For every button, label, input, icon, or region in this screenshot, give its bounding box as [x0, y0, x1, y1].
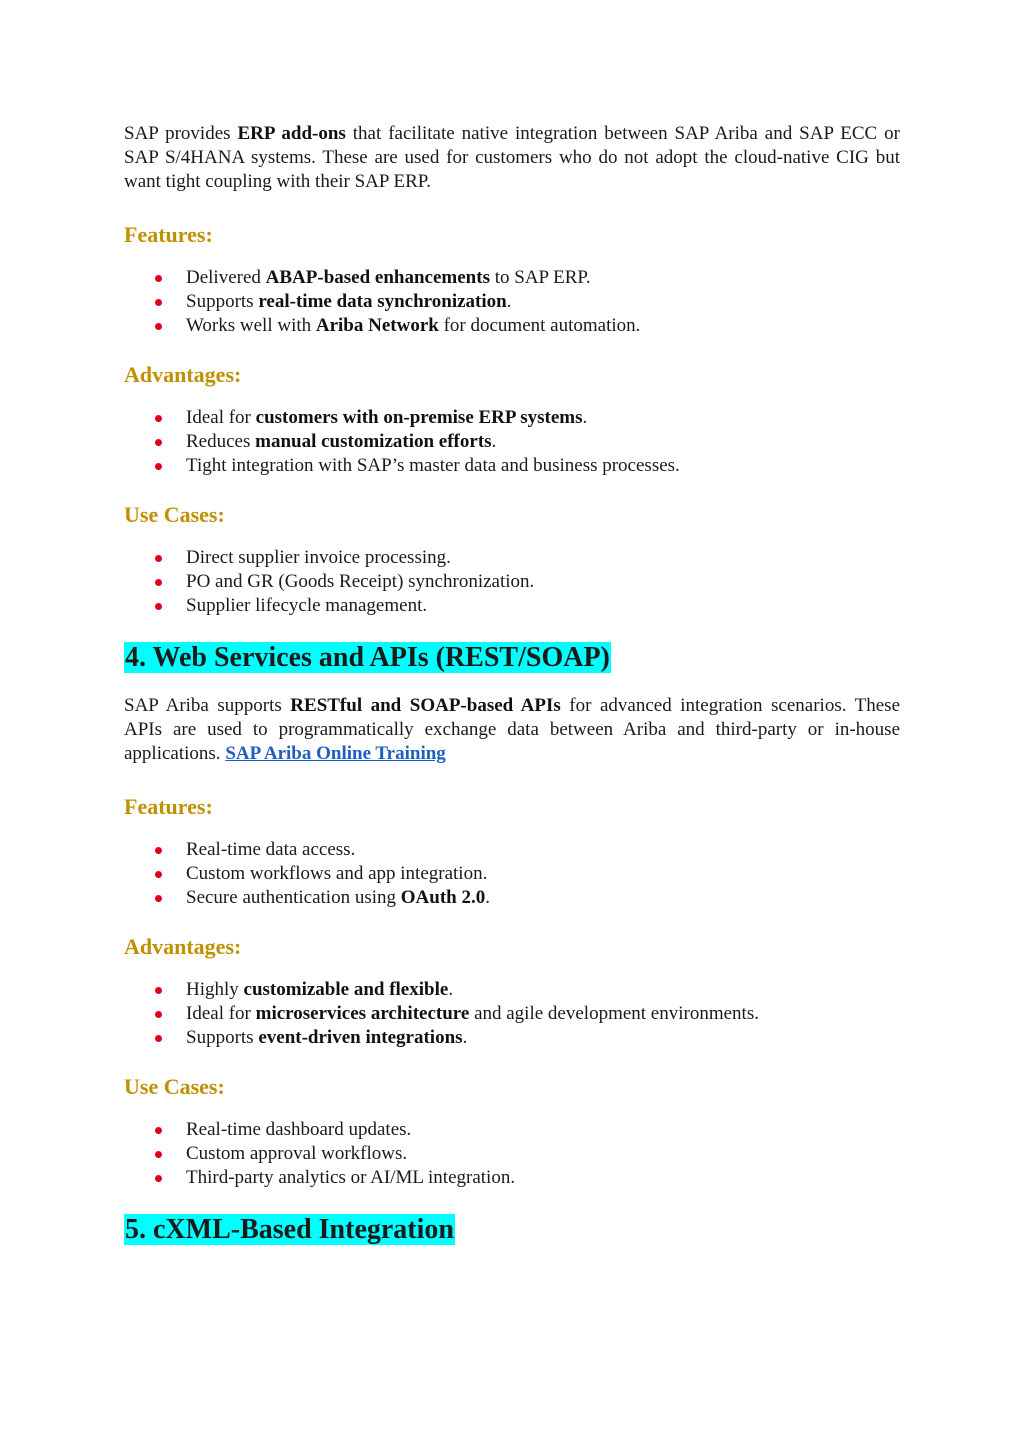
list-item	[124, 266, 900, 290]
item-text: for document automation.	[438, 315, 641, 336]
item-text: Third-party analytics or AI/ML integration.	[186, 1167, 516, 1188]
bullet-icon	[155, 463, 162, 470]
item-text: Real-time data access.	[186, 839, 356, 860]
list-item	[124, 546, 900, 570]
bullet-icon	[155, 555, 162, 562]
list-item	[124, 406, 900, 430]
item-bold: ABAP-based enhancements	[265, 267, 490, 288]
bullet-icon	[155, 275, 162, 282]
list-item	[124, 454, 900, 478]
list-item	[124, 886, 900, 910]
list-item	[124, 1002, 900, 1026]
item-text: Tight integration with SAP’s master data and business processes.	[186, 455, 680, 476]
bullet-icon	[155, 579, 162, 586]
bullet-icon	[155, 439, 162, 446]
item-bold: manual customization efforts	[255, 431, 492, 452]
s3-features-list	[124, 266, 900, 338]
intro-paragraph	[124, 122, 900, 194]
s4-paragraph	[124, 694, 900, 766]
item-text: Supports	[186, 291, 259, 312]
sap-ariba-training-link[interactable]: SAP Ariba Online Training	[225, 743, 446, 764]
item-text: Works well with	[186, 315, 316, 336]
item-text: Secure authentication using	[186, 887, 401, 908]
s3-use-cases-list	[124, 546, 900, 618]
bullet-icon	[155, 987, 162, 994]
list-item	[124, 838, 900, 862]
item-text: .	[485, 887, 490, 908]
item-text: and agile development environments.	[469, 1003, 759, 1024]
item-text: .	[462, 1027, 468, 1048]
item-text: Ideal for	[186, 407, 256, 428]
item-text: Custom approval workflows.	[186, 1143, 408, 1164]
bullet-icon	[155, 847, 162, 854]
s4-advantages-heading: Advantages:	[124, 934, 242, 959]
s4-advantages-list	[124, 978, 900, 1050]
bullet-icon	[155, 415, 162, 422]
list-item	[124, 570, 900, 594]
item-bold: event-driven integrations	[258, 1027, 463, 1048]
item-text: Custom workflows and app integration.	[186, 863, 488, 884]
s3-advantages-list	[124, 406, 900, 478]
item-text: Reduces	[186, 431, 256, 452]
page-content	[124, 122, 900, 1248]
bullet-icon	[155, 1151, 162, 1158]
list-item	[124, 1166, 900, 1190]
list-item	[124, 978, 900, 1002]
bullet-icon	[155, 871, 162, 878]
s4-use-cases-list	[124, 1118, 900, 1190]
list-item	[124, 594, 900, 618]
item-text: .	[506, 291, 512, 312]
item-text: Supplier lifecycle management.	[186, 595, 428, 616]
s4-use-cases-heading: Use Cases:	[124, 1074, 225, 1099]
section-4-title-text: 4. Web Services and APIs (REST/SOAP)	[125, 642, 610, 673]
item-text: Highly	[186, 979, 244, 1000]
item-bold: real-time data synchronization	[258, 291, 507, 312]
item-bold: OAuth 2.0	[400, 887, 486, 908]
s4-text-2: for advanced integration scenarios. These APIs are used to programmatically exchange data between Ariba and third-party or in-house applications.	[124, 695, 901, 764]
section-5-title	[124, 1212, 900, 1248]
bullet-icon	[155, 299, 162, 306]
list-item	[124, 1142, 900, 1166]
bullet-icon	[155, 323, 162, 330]
section-4-title	[124, 640, 900, 676]
s4-features-list	[124, 838, 900, 910]
list-item	[124, 314, 900, 338]
s4-features-heading: Features:	[124, 794, 213, 819]
item-text: .	[491, 431, 497, 452]
item-text: Delivered	[186, 267, 266, 288]
item-text: Supports	[186, 1027, 259, 1048]
item-text: Ideal for	[186, 1003, 256, 1024]
item-text: Real-time dashboard updates.	[186, 1119, 412, 1140]
list-item	[124, 862, 900, 886]
item-text: .	[582, 407, 588, 428]
item-text: PO and GR (Goods Receipt) synchronization.	[186, 571, 535, 592]
bullet-icon	[155, 1011, 162, 1018]
item-text: .	[448, 979, 454, 1000]
bullet-icon	[155, 1127, 162, 1134]
s3-features-heading: Features:	[124, 222, 213, 247]
section-5-title-text: 5. cXML-Based Integration	[125, 1214, 454, 1245]
s3-advantages-heading: Advantages:	[124, 362, 242, 387]
bullet-icon	[155, 1035, 162, 1042]
intro-text-2: that facilitate native integration between SAP Ariba and SAP ECC or SAP S/4HANA systems. These are used for customers who do not adopt the cloud-native CIG but want tight coupling with their SAP ERP.	[124, 123, 900, 192]
s4-bold-apis: RESTful and SOAP-based APIs	[290, 695, 561, 716]
item-bold: customers with on-premise ERP systems	[255, 407, 583, 428]
intro-bold-erp-addons: ERP add-ons	[237, 123, 346, 144]
intro-text-1: SAP provides	[124, 123, 238, 144]
item-text: to SAP ERP.	[489, 267, 591, 288]
list-item	[124, 1118, 900, 1142]
item-text: Direct supplier invoice processing.	[186, 547, 451, 568]
item-bold: customizable and flexible	[243, 979, 449, 1000]
list-item	[124, 1026, 900, 1050]
bullet-icon	[155, 895, 162, 902]
s4-text-1: SAP Ariba supports	[124, 695, 291, 716]
s3-use-cases-heading: Use Cases:	[124, 502, 225, 527]
list-item	[124, 430, 900, 454]
bullet-icon	[155, 603, 162, 610]
item-bold: microservices architecture	[255, 1003, 470, 1024]
item-bold: Ariba Network	[315, 315, 439, 336]
list-item	[124, 290, 900, 314]
bullet-icon	[155, 1175, 162, 1182]
